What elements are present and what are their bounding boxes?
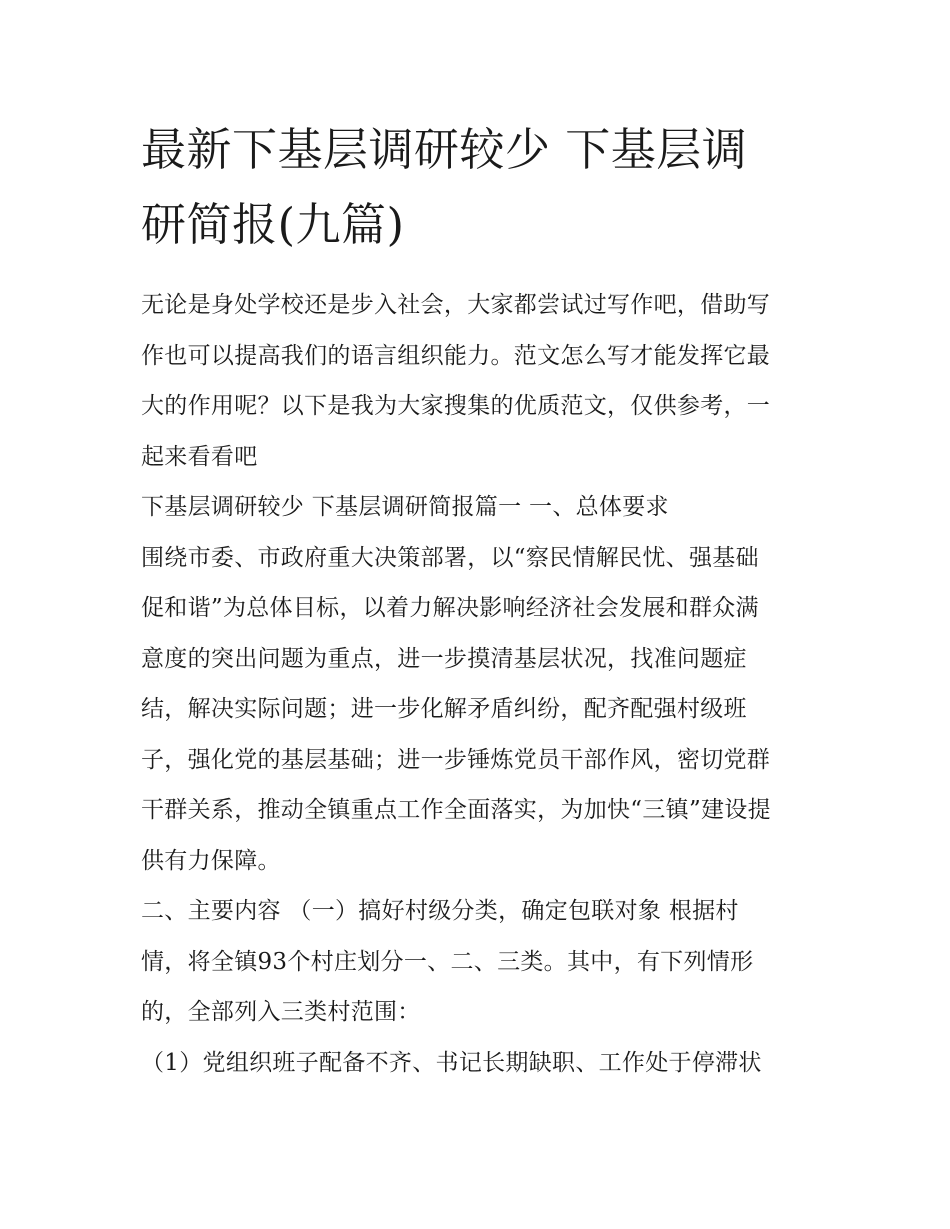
- paragraph-list-item-1: [141, 1038, 813, 1089]
- paragraph-main-content: [141, 886, 813, 1038]
- text-line: 作也可以提高我们的语言组织能力。范文怎么写才能发挥它最: [141, 342, 771, 369]
- text-line: 情，将全镇93个村庄划分一、二、三类。其中，有下列情形: [141, 948, 754, 975]
- text-line: 供有力保障。: [141, 847, 281, 874]
- paragraph-section-heading: [141, 482, 813, 533]
- text-line: 下基层调研较少 下基层调研简报篇一 一、总体要求: [141, 494, 669, 520]
- text-line: 意度的突出问题为重点，进一步摸清基层状况，找准问题症: [141, 645, 747, 672]
- paragraph-intro: [141, 280, 813, 482]
- text-line: 大的作用呢？以下是我为大家搜集的优质范文，仅供参考，一: [141, 393, 771, 419]
- document-body: [141, 280, 813, 1088]
- paragraph-overall-requirements: [141, 533, 813, 887]
- text-line: 二、主要内容 （一）搞好村级分类，确定包联对象 根据村: [141, 898, 739, 924]
- text-line: 结，解决实际问题；进一步化解矛盾纠纷，配齐配强村级班: [141, 696, 747, 722]
- title-line-1: 最新下基层调研较少 下基层调: [141, 123, 748, 176]
- text-line: 促和谐”为总体目标，以着力解决影响经济社会发展和群众满: [141, 595, 759, 621]
- text-line: 无论是身处学校还是步入社会，大家都尝试过写作吧，借助写: [141, 292, 771, 318]
- document-page: [141, 112, 813, 1088]
- text-line: 的，全部列入三类村范围：: [141, 999, 421, 1025]
- document-title: [141, 112, 813, 262]
- text-line: （1）党组织班子配备不齐、书记长期缺职、工作处于停滞状: [141, 1049, 762, 1076]
- text-line: 干群关系，推动全镇重点工作全面落实，为加快“三镇”建设提: [141, 797, 771, 823]
- title-line-2: 研简报(九篇): [141, 198, 405, 251]
- text-line: 子，强化党的基层基础；进一步锤炼党员干部作风，密切党群: [141, 746, 771, 773]
- text-line: 围绕市委、市政府重大决策部署，以“察民情解民忧、强基础: [141, 544, 759, 571]
- text-line: 起来看看吧: [141, 443, 258, 470]
